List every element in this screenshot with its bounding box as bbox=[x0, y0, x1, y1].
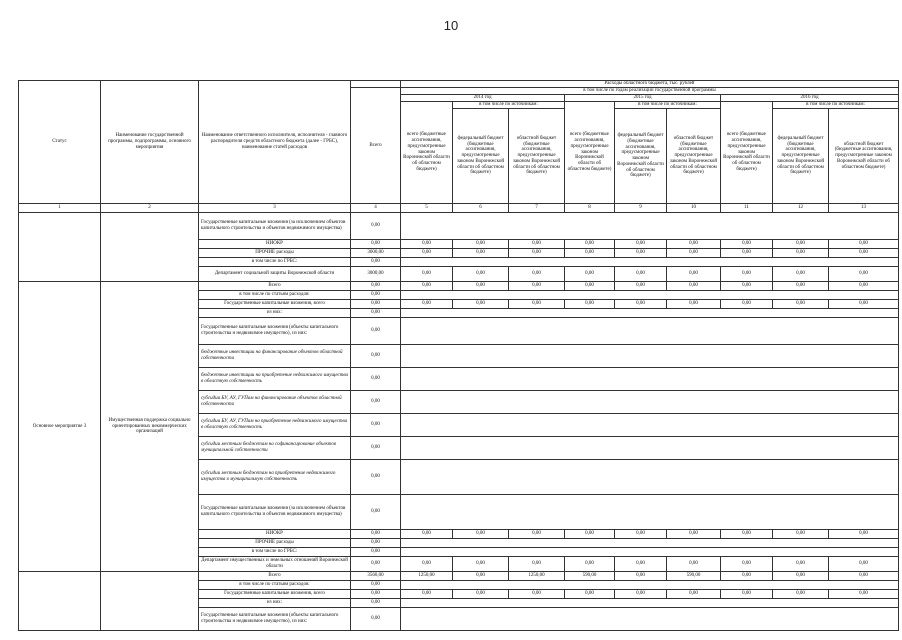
row-total: 0,00 bbox=[351, 318, 401, 345]
row-label: в том числе по статьям расходов: bbox=[199, 581, 351, 590]
cell-value: 0,00 bbox=[773, 530, 829, 539]
cell-value: 0,00 bbox=[509, 282, 565, 291]
cell-value: 0,00 bbox=[565, 590, 615, 599]
cell-value: 0,00 bbox=[615, 572, 667, 581]
col-num: 11 bbox=[721, 204, 773, 213]
row-total: 0,00 bbox=[351, 495, 401, 530]
cell-value: 0,00 bbox=[615, 240, 667, 249]
header-status: Статус bbox=[19, 81, 101, 204]
row-label: Государственные капитальные вложения (объекты капитального строительства и недвижимое имущество), из них: bbox=[199, 318, 351, 345]
cell-value: 0,00 bbox=[401, 249, 453, 258]
row-total: 0,00 bbox=[351, 437, 401, 460]
header-col-all-2015: всего (бюджетные ассигнования, предусмотренные законом Воронежской области об областном бюджете) bbox=[565, 102, 615, 204]
cell-value: 0,00 bbox=[453, 530, 509, 539]
name-cell-empty bbox=[101, 213, 199, 282]
cell-value: 0,00 bbox=[565, 249, 615, 258]
header-year-2015: 2015 год bbox=[565, 95, 721, 102]
table-row bbox=[19, 282, 899, 291]
cell-value: 0,00 bbox=[829, 240, 899, 249]
cell-value: 0,00 bbox=[453, 240, 509, 249]
row-label: бюджетные инвестиции на финансирование объектов областной собственности bbox=[199, 345, 351, 368]
cell-value: 0,00 bbox=[773, 282, 829, 291]
row-label: Государственные капитальные вложения (за исключением объектов капитального строительства и объектов недвижимого имущества) bbox=[199, 213, 351, 240]
row-label: Департамент социальной защиты Воронежской области bbox=[199, 267, 351, 282]
cell-value: 0,00 bbox=[401, 282, 453, 291]
row-total: 0,00 bbox=[351, 213, 401, 240]
cell-value: 0,00 bbox=[615, 590, 667, 599]
row-label: Всего bbox=[199, 282, 351, 291]
header-year-2016: 2016 год bbox=[721, 95, 899, 102]
cell-value: 0,00 bbox=[667, 267, 721, 282]
cell-value: 0,00 bbox=[453, 557, 509, 572]
col-num: 10 bbox=[667, 204, 721, 213]
cell-value: 0,00 bbox=[667, 240, 721, 249]
header-col-all-2016: всего (бюджетные ассигнования, предусмотренные законом Воронежской области об областном бюджете) bbox=[721, 102, 773, 204]
cell-value: 0,00 bbox=[667, 530, 721, 539]
col-num: 5 bbox=[401, 204, 453, 213]
row-label: субсидии БУ, АУ, ГУПам на приобретение недвижимого имущества в областную собственность bbox=[199, 414, 351, 437]
status-cell: Основное мероприятие 3 bbox=[19, 282, 101, 572]
cell-value: 0,00 bbox=[829, 590, 899, 599]
cell-value: 0,00 bbox=[829, 282, 899, 291]
cell-value: 0,00 bbox=[667, 557, 721, 572]
cell-value: 0,00 bbox=[401, 557, 453, 572]
cell-value: 0,00 bbox=[773, 590, 829, 599]
cell-value: 0,00 bbox=[773, 557, 829, 572]
cell-value: 1250,00 bbox=[401, 572, 453, 581]
header-expenses-title: Расходы областного бюджета, тыс. рублей bbox=[401, 81, 899, 88]
cell-value: 0,00 bbox=[401, 240, 453, 249]
cell-value: 0,00 bbox=[721, 530, 773, 539]
row-label: в том числе по статьям расходов: bbox=[199, 291, 351, 300]
row-label: Государственные капитальные вложения (объекты капитального строительства и недвижимое имущество), из них: bbox=[199, 608, 351, 631]
cell-value: 0,00 bbox=[773, 249, 829, 258]
cell-value: 0,00 bbox=[721, 267, 773, 282]
header-col-regional-2015: областной бюджет (бюджетные ассигнования, предусмотренные законом Воронежской области об областном бюджете) bbox=[667, 109, 721, 204]
header-col-federal-2014: федеральный бюджет (бюджетные ассигнования, предусмотренные законом Воронежской области об областном бюджете) bbox=[453, 109, 509, 204]
cell-value: 0,00 bbox=[829, 557, 899, 572]
row-label: в том числе по ГРБС: bbox=[199, 548, 351, 557]
cell-value: 0,00 bbox=[615, 249, 667, 258]
cell-value: 1250,00 bbox=[509, 572, 565, 581]
cell-value: 0,00 bbox=[667, 590, 721, 599]
cell-value: 0,00 bbox=[351, 557, 401, 572]
cell-value: 0,00 bbox=[351, 548, 401, 557]
cell-value: 0,00 bbox=[351, 581, 401, 590]
cell-value: 0,00 bbox=[721, 572, 773, 581]
header-col-federal-2015: федеральный бюджет (бюджетные ассигнования, предусмотренные законом Воронежской области об областном бюджете) bbox=[615, 109, 667, 204]
cell-value: 0,00 bbox=[453, 572, 509, 581]
header-col-all-2014: всего (бюджетные ассигнования, предусмотренные законом Воронежской области об областном бюджете) bbox=[401, 102, 453, 204]
cell-value: 0,00 bbox=[351, 590, 401, 599]
cell-value: 0,00 bbox=[509, 267, 565, 282]
col-num: 3 bbox=[199, 204, 351, 213]
header-col-regional-2014: областной бюджет (бюджетные ассигнования, предусмотренные законом Воронежской области об областном бюджете) bbox=[509, 109, 565, 204]
cell-value: 0,00 bbox=[351, 530, 401, 539]
cell-value: 0,00 bbox=[509, 300, 565, 309]
cell-value: 0,00 bbox=[509, 249, 565, 258]
row-label: Государственные капитальные вложения (за исключением объектов капитального строительства и объектов недвижимого имущества) bbox=[199, 495, 351, 530]
header-row-1 bbox=[19, 81, 899, 88]
col-num: 8 bbox=[565, 204, 615, 213]
header-program-name: Наименование государственной программы, подпрограммы, основного мероприятия bbox=[101, 81, 199, 204]
cell-value: 0,00 bbox=[509, 240, 565, 249]
cell-value: 590,00 bbox=[667, 572, 721, 581]
cell-value: 0,00 bbox=[773, 267, 829, 282]
cell-value: 0,00 bbox=[565, 300, 615, 309]
header-sources-2016: в том числе по источникам: bbox=[773, 102, 899, 109]
cell-value: 0,00 bbox=[509, 590, 565, 599]
header-sources-2014: в том числе по источникам: bbox=[453, 102, 565, 109]
cell-value: 0,00 bbox=[721, 557, 773, 572]
cell-value: 0,00 bbox=[615, 557, 667, 572]
cell-value: 0,00 bbox=[351, 291, 401, 300]
row-total: 0,00 bbox=[351, 368, 401, 391]
cell-value: 0,00 bbox=[453, 249, 509, 258]
col-num: 9 bbox=[615, 204, 667, 213]
row-label: в том числе по ГРБС: bbox=[199, 258, 351, 267]
cell-value: 0,00 bbox=[401, 590, 453, 599]
cell-value: 0,00 bbox=[773, 240, 829, 249]
header-total: Всего bbox=[351, 88, 401, 204]
cell-value: 0,00 bbox=[509, 530, 565, 539]
cell-value: 590,00 bbox=[565, 572, 615, 581]
cell-value: 0,00 bbox=[351, 282, 401, 291]
cell-value: 0,00 bbox=[615, 300, 667, 309]
col-num: 1 bbox=[19, 204, 101, 213]
cell-value: 0,00 bbox=[615, 267, 667, 282]
cell-value: 0,00 bbox=[351, 599, 401, 608]
col-num: 7 bbox=[509, 204, 565, 213]
row-total: 0,00 bbox=[351, 460, 401, 495]
row-label: из них: bbox=[199, 309, 351, 318]
cell-value: 0,00 bbox=[721, 300, 773, 309]
cell-value: 0,00 bbox=[509, 557, 565, 572]
program-name-cell: Имущественная поддержка социально ориентированных некоммерческих организаций bbox=[101, 282, 199, 572]
row-total: 0,00 bbox=[351, 391, 401, 414]
table-row bbox=[19, 213, 899, 240]
cell-value: 0,00 bbox=[721, 249, 773, 258]
cell-value: 0,00 bbox=[351, 309, 401, 318]
cell-value: 0,00 bbox=[351, 258, 401, 267]
header-year-2014: 2014 год bbox=[401, 95, 565, 102]
cell-value: 0,00 bbox=[667, 249, 721, 258]
cell-value: 0,00 bbox=[401, 267, 453, 282]
cell-value: 0,00 bbox=[667, 300, 721, 309]
cell-value: 0,00 bbox=[351, 539, 401, 548]
col-num: 12 bbox=[773, 204, 829, 213]
row-label: бюджетные инвестиции на приобретение недвижимого имущества в областную собственность bbox=[199, 368, 351, 391]
cell-value: 0,00 bbox=[351, 300, 401, 309]
cell-value: 0,00 bbox=[453, 300, 509, 309]
row-label: НИОКР bbox=[199, 240, 351, 249]
header-by-years: в том числе по годам реализации государственной программы bbox=[401, 88, 899, 95]
cell-value: 0,00 bbox=[565, 530, 615, 539]
cell-value: 0,00 bbox=[773, 300, 829, 309]
budget-table bbox=[18, 80, 899, 631]
cell-value: 0,00 bbox=[829, 572, 899, 581]
header-executor: Наименование ответственного исполнителя, исполнителя - главного распорядителя средств областного бюджета (далее - ГРБС), наименование статей расходов bbox=[199, 81, 351, 204]
cell-value: 0,00 bbox=[401, 300, 453, 309]
row-label: Департамент имущественных и земельных отношений Воронежской области bbox=[199, 557, 351, 572]
header-col-regional-2016: областной бюджет (бюджетные ассигнования, предусмотренные законом Воронежской области об областном бюджете) bbox=[829, 109, 899, 204]
table-row bbox=[19, 572, 899, 581]
cell-value: 3000,00 bbox=[351, 267, 401, 282]
row-label: Государственные капитальные вложения, всего bbox=[199, 300, 351, 309]
cell-value: 3000,00 bbox=[351, 249, 401, 258]
status-cell-empty bbox=[19, 213, 101, 282]
page-number: 10 bbox=[443, 18, 459, 33]
cell-value: 0,00 bbox=[667, 282, 721, 291]
row-label: Государственные капитальные вложения, всего bbox=[199, 590, 351, 599]
cell-value: 0,00 bbox=[565, 282, 615, 291]
cell-value: 0,00 bbox=[829, 300, 899, 309]
cell-value: 0,00 bbox=[721, 282, 773, 291]
header-col-federal-2016: федеральный бюджет (бюджетные ассигнования, предусмотренные законом Воронежской области об областном бюджете) bbox=[773, 109, 829, 204]
cell-value: 0,00 bbox=[565, 267, 615, 282]
row-label: субсидии местным бюджетам на приобретение недвижимого имущества в муниципальную собственность bbox=[199, 460, 351, 495]
col-num: 6 bbox=[453, 204, 509, 213]
status-cell-empty bbox=[19, 572, 101, 631]
cell-value: 0,00 bbox=[773, 572, 829, 581]
cell-value: 0,00 bbox=[453, 282, 509, 291]
row-total: 0,00 bbox=[351, 345, 401, 368]
col-num: 2 bbox=[101, 204, 199, 213]
cell-value: 0,00 bbox=[615, 530, 667, 539]
row-label: НИОКР bbox=[199, 530, 351, 539]
row-label: из них: bbox=[199, 599, 351, 608]
row-total: 0,00 bbox=[351, 414, 401, 437]
cell-value: 0,00 bbox=[401, 530, 453, 539]
header-sources-2015: в том числе по источникам: bbox=[615, 102, 721, 109]
cell-value: 3560,00 bbox=[351, 572, 401, 581]
row-label: ПРОЧИЕ расходы bbox=[199, 539, 351, 548]
row-label: субсидии местным бюджетам на софинансирование объектов муниципальной собственности bbox=[199, 437, 351, 460]
column-numbers-row bbox=[19, 204, 899, 213]
col-num: 13 bbox=[829, 204, 899, 213]
cell-value: 0,00 bbox=[565, 557, 615, 572]
cell-value: 0,00 bbox=[721, 240, 773, 249]
cell-value: 0,00 bbox=[453, 267, 509, 282]
cell-value: 0,00 bbox=[829, 249, 899, 258]
cell-value: 0,00 bbox=[721, 590, 773, 599]
row-label: ПРОЧИЕ расходы bbox=[199, 249, 351, 258]
cell-value: 0,00 bbox=[829, 267, 899, 282]
cell-value: 0,00 bbox=[565, 240, 615, 249]
row-label: Всего bbox=[199, 572, 351, 581]
row-label: субсидии БУ, АУ, ГУПам на финансирование объектов областной собственности bbox=[199, 391, 351, 414]
cell-value: 0,00 bbox=[351, 240, 401, 249]
cell-value: 0,00 bbox=[829, 530, 899, 539]
cell-value: 0,00 bbox=[453, 590, 509, 599]
col-num: 4 bbox=[351, 204, 401, 213]
name-cell-empty bbox=[101, 572, 199, 631]
row-total: 0,00 bbox=[351, 608, 401, 631]
cell-value: 0,00 bbox=[615, 282, 667, 291]
